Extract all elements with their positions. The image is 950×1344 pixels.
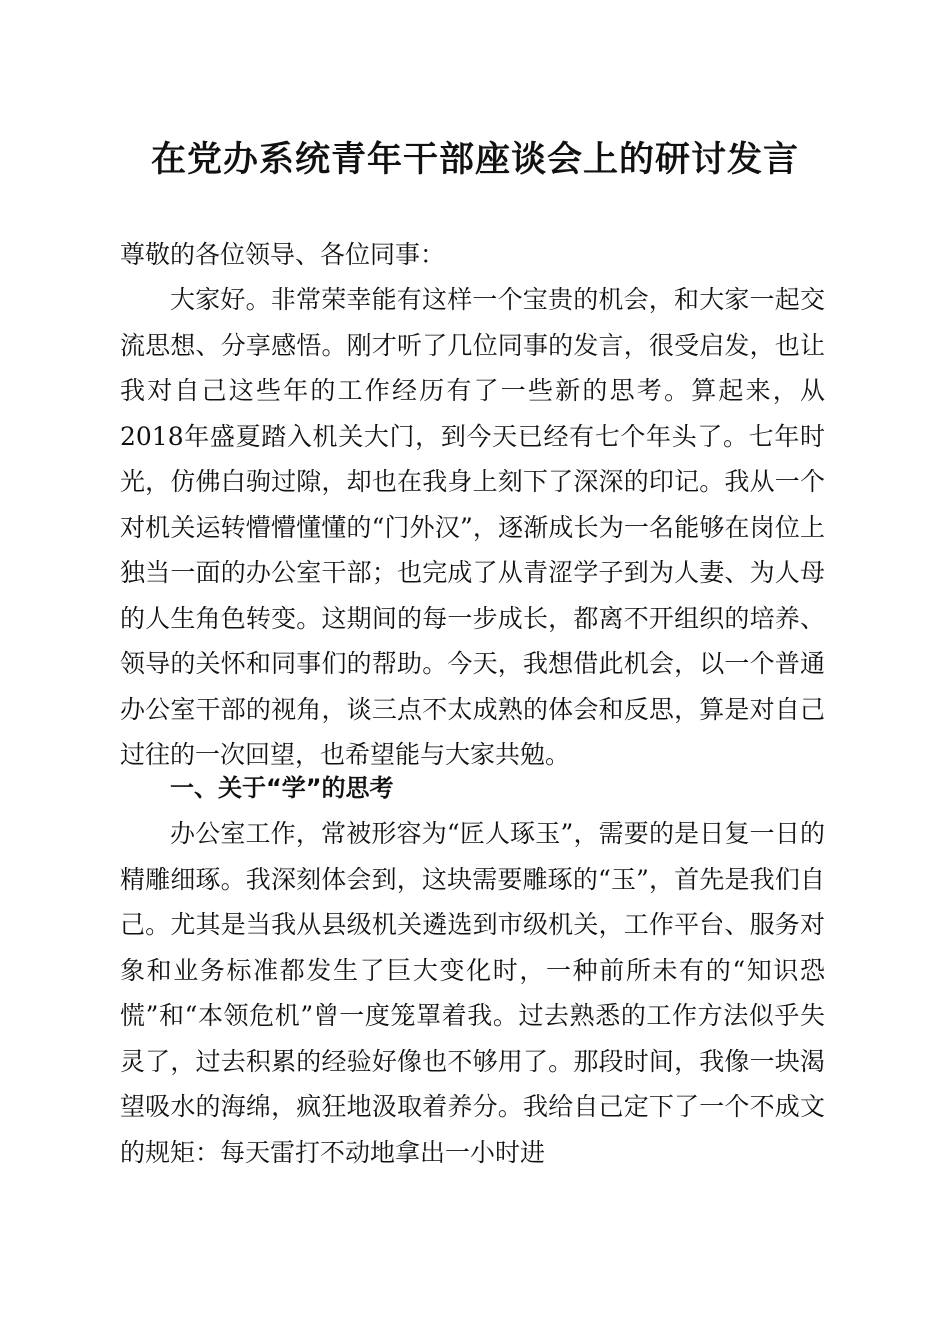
section-paragraph: 办公室工作，常被形容为“匠人琢玉”，需要的是日复一日的精雕细琢。我深刻体会到，这块需要雕琢的“玉”，首先是我们自己。尤其是当我从县级机关遴选到市级机关，工作平台、服务对象和业务标准都发生了巨大变化时，一种前所未有的“知识恐慌”和“本领危机”曾一度笼罩着我。过去熟悉的工作方法似乎失灵了，过去积累的经验好像也不够用了。那段时间，我像一块渴望吸水的海绵，疯狂地汲取着养分。我给自己定下了一个不成文的规矩：每天雷打不动地拿出一小时进 bbox=[120, 819, 825, 1167]
section-heading: 一、关于“学”的思考 bbox=[170, 774, 394, 802]
opening-paragraph: 大家好。非常荣幸能有这样一个宝贵的机会，和大家一起交流思想、分享感悟。刚才听了几位同事的发言，很受启发，也让我对自己这些年的工作经历有了一些新的思考。算起来，从2018年盛夏踏入机关大门，到今天已经有七个年头了。七年时光，仿佛白驹过隙，却也在我身上刻下了深深的印记。我从一个对机关运转懵懵懂懂的“门外汉”，逐渐成长为一名能够在岗位上独当一面的办公室干部；也完成了从青涩学子到为人妻、为人母的人生角色转变。这期间的每一步成长，都离不开组织的培养、领导的关怀和同事们的帮助。今天，我想借此机会，以一个普通办公室干部的视角，谈三点不太成熟的体会和反思，算是对自己过往的一次回望，也希望能与大家共勉。 bbox=[120, 285, 825, 769]
greeting-line: 尊敬的各位领导、各位同事： bbox=[120, 240, 446, 269]
document-title: 在党办系统青年干部座谈会上的研讨发言 bbox=[150, 139, 799, 180]
